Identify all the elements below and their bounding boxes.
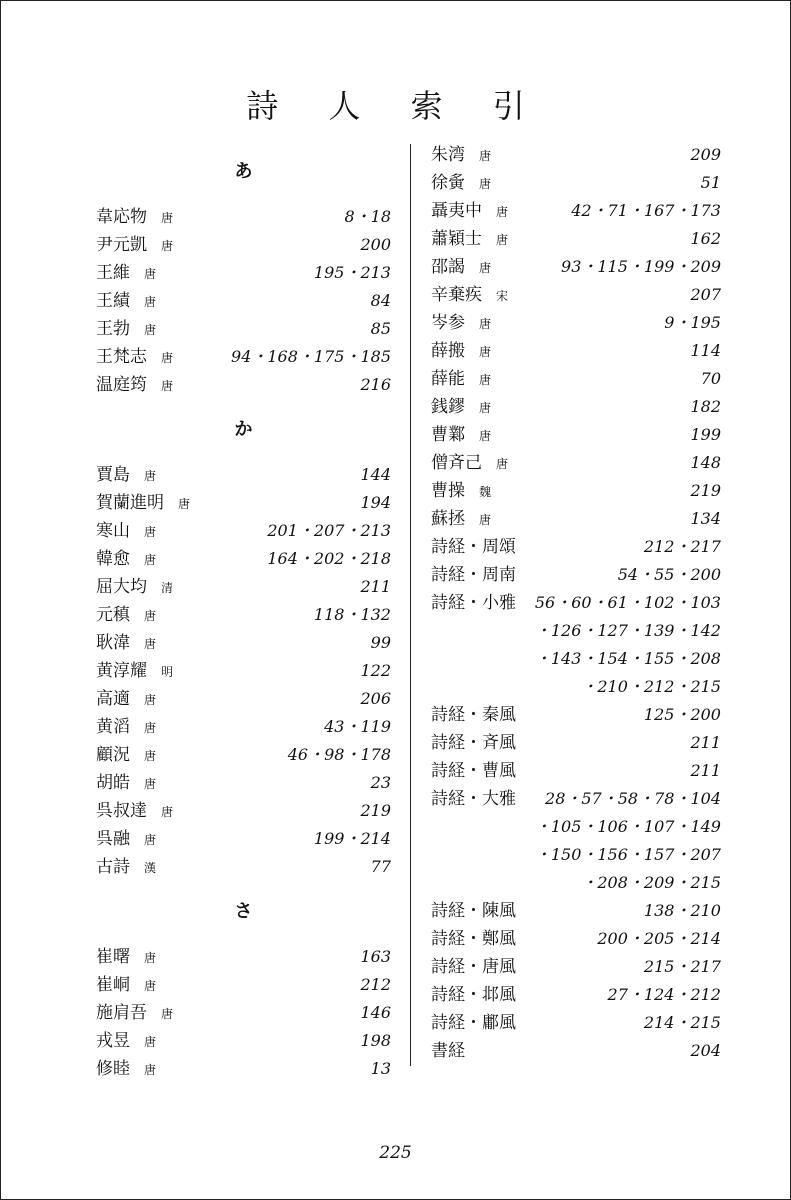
poet-name: 崔曙 xyxy=(96,947,130,967)
poet-name: 岑参 xyxy=(431,313,465,333)
index-entry xyxy=(96,287,391,315)
page-references: 46・98・178 xyxy=(287,745,391,764)
index-entry xyxy=(431,169,721,197)
poet-name: 胡皓 xyxy=(96,773,130,793)
poet-name: 耿湋 xyxy=(96,633,130,653)
dynasty-label: 唐 xyxy=(144,833,157,847)
page-references: ・210・212・215 xyxy=(581,677,721,696)
page-references: 28・57・58・78・104 xyxy=(545,789,721,808)
index-entry xyxy=(431,449,721,477)
page-references: 77 xyxy=(370,857,391,876)
poet-name: 詩経・陳風 xyxy=(431,901,516,921)
dynasty-label: 唐 xyxy=(479,513,492,527)
page-references: 122 xyxy=(360,661,391,680)
index-entry xyxy=(96,797,391,825)
page-references: 114 xyxy=(690,341,721,360)
page-references: 146 xyxy=(360,1003,391,1022)
index-entry xyxy=(96,853,391,881)
index-entry xyxy=(96,1027,391,1055)
index-entry xyxy=(96,629,391,657)
index-entry xyxy=(431,505,721,533)
index-entry xyxy=(96,685,391,713)
index-entry xyxy=(431,533,721,561)
poet-name: 賀蘭進明 xyxy=(96,493,164,513)
column-divider xyxy=(410,144,411,1066)
dynasty-label: 唐 xyxy=(161,805,174,819)
page-references: ・143・154・155・208 xyxy=(534,649,721,668)
poet-name: 尹元凱 xyxy=(96,235,147,255)
poet-name: 曹操 xyxy=(431,481,465,501)
page-references: 23 xyxy=(370,773,391,792)
dynasty-label: 唐 xyxy=(144,323,157,337)
poet-name: 王梵志 xyxy=(96,347,147,367)
poet-name: 賈島 xyxy=(96,465,130,485)
index-entry xyxy=(96,769,391,797)
page-references: 211 xyxy=(360,577,391,596)
poet-name: 王勃 xyxy=(96,319,130,339)
page-references: 43・119 xyxy=(324,717,391,736)
page-references: ・208・209・215 xyxy=(581,873,721,892)
page-references: 138・210 xyxy=(643,901,721,920)
page-references: 215・217 xyxy=(643,957,721,976)
dynasty-label: 宋 xyxy=(496,289,509,303)
poet-name: 蕭穎士 xyxy=(431,229,482,249)
poet-name: 詩経・鄘風 xyxy=(431,1013,516,1033)
page-references: 164・202・218 xyxy=(267,549,391,568)
page-references: 148 xyxy=(690,453,721,472)
dynasty-label: 唐 xyxy=(496,457,509,471)
poet-name: 黄淳耀 xyxy=(96,661,147,681)
dynasty-label: 唐 xyxy=(479,401,492,415)
page-references: 201・207・213 xyxy=(267,521,391,540)
dynasty-label: 唐 xyxy=(161,379,174,393)
index-entry xyxy=(431,1037,721,1065)
dynasty-label: 清 xyxy=(161,581,174,595)
poet-name: 詩経・邶風 xyxy=(431,985,516,1005)
index-entry-continuation xyxy=(431,813,721,841)
poet-name: 顧況 xyxy=(96,745,130,765)
index-entry xyxy=(96,203,391,231)
poet-name: 蘇拯 xyxy=(431,509,465,529)
index-entry xyxy=(431,477,721,505)
left-column xyxy=(96,141,391,1083)
index-entry xyxy=(431,925,721,953)
index-entry xyxy=(431,561,721,589)
page-references: 211 xyxy=(690,733,721,752)
poet-name: 韓愈 xyxy=(96,549,130,569)
dynasty-label: 唐 xyxy=(144,469,157,483)
dynasty-label: 唐 xyxy=(144,951,157,965)
poet-name: 寒山 xyxy=(96,521,130,541)
dynasty-label: 唐 xyxy=(144,553,157,567)
page-references: ・105・106・107・149 xyxy=(534,817,721,836)
poet-name: 高適 xyxy=(96,689,130,709)
poet-name: 温庭筠 xyxy=(96,375,147,395)
page-references: 199 xyxy=(690,425,721,444)
dynasty-label: 唐 xyxy=(144,295,157,309)
page-references: 70 xyxy=(700,369,721,388)
page-references: 118・132 xyxy=(313,605,391,624)
page-references: 54・55・200 xyxy=(617,565,721,584)
section-heading: さ xyxy=(234,901,253,922)
page-references: 194 xyxy=(360,493,391,512)
poet-name: 徐夤 xyxy=(431,173,465,193)
dynasty-label: 唐 xyxy=(496,205,509,219)
dynasty-label: 唐 xyxy=(144,609,157,623)
page-references: 204 xyxy=(690,1041,721,1060)
index-entry xyxy=(431,897,721,925)
dynasty-label: 唐 xyxy=(144,525,157,539)
index-entry xyxy=(96,343,391,371)
index-entry xyxy=(431,309,721,337)
poet-name: 施肩吾 xyxy=(96,1003,147,1023)
dynasty-label: 唐 xyxy=(144,693,157,707)
index-entry xyxy=(96,259,391,287)
poet-name: 詩経・秦風 xyxy=(431,705,516,725)
page-references: 198 xyxy=(360,1031,391,1050)
index-entry-continuation xyxy=(431,869,721,897)
section-heading: か xyxy=(234,419,253,440)
page-number: 225 xyxy=(379,1143,412,1163)
poet-name: 薛能 xyxy=(431,369,465,389)
index-entry xyxy=(96,545,391,573)
index-entry xyxy=(96,713,391,741)
index-entry xyxy=(96,825,391,853)
page-references: 93・115・199・209 xyxy=(561,257,721,276)
index-entry xyxy=(431,981,721,1009)
index-entry xyxy=(96,999,391,1027)
page-references: 212・217 xyxy=(643,537,721,556)
dynasty-label: 唐 xyxy=(144,637,157,651)
page-references: 8・18 xyxy=(344,207,391,226)
poet-name: 書経 xyxy=(431,1041,465,1061)
dynasty-label: 唐 xyxy=(479,429,492,443)
poet-name: 詩経・鄭風 xyxy=(431,929,516,949)
page-references: 85 xyxy=(370,319,391,338)
poet-name: 戎昱 xyxy=(96,1031,130,1051)
dynasty-label: 漢 xyxy=(144,861,157,875)
index-entry xyxy=(96,971,391,999)
poet-name: 呉融 xyxy=(96,829,130,849)
page-references: ・150・156・157・207 xyxy=(534,845,721,864)
poet-name: 王績 xyxy=(96,291,130,311)
dynasty-label: 唐 xyxy=(178,497,191,511)
poet-name: 邵謁 xyxy=(431,257,465,277)
poet-name: 薛搬 xyxy=(431,341,465,361)
page-references: 9・195 xyxy=(664,313,721,332)
index-entry xyxy=(431,757,721,785)
page-references: 42・71・167・173 xyxy=(571,201,721,220)
page-references: 144 xyxy=(360,465,391,484)
page-references: 209 xyxy=(690,145,721,164)
page-references: 134 xyxy=(690,509,721,528)
dynasty-label: 唐 xyxy=(479,317,492,331)
page-references: 195・213 xyxy=(313,263,391,282)
index-entry xyxy=(96,943,391,971)
page-references: 216 xyxy=(360,375,391,394)
page-references: 211 xyxy=(690,761,721,780)
poet-name: 詩経・周頌 xyxy=(431,537,516,557)
poet-name: 王維 xyxy=(96,263,130,283)
index-entry-continuation xyxy=(431,673,721,701)
page-references: 207 xyxy=(690,285,721,304)
page-references: 94・168・175・185 xyxy=(231,347,391,366)
page-references: 199・214 xyxy=(313,829,391,848)
dynasty-label: 唐 xyxy=(479,177,492,191)
poet-name: 聶夷中 xyxy=(431,201,482,221)
dynasty-label: 唐 xyxy=(144,267,157,281)
index-entry xyxy=(431,421,721,449)
index-entry xyxy=(431,785,721,813)
index-entry xyxy=(96,489,391,517)
page-references: 56・60・61・102・103 xyxy=(534,593,721,612)
page-references: ・126・127・139・142 xyxy=(534,621,721,640)
index-entry xyxy=(431,225,721,253)
poet-name: 呉叔達 xyxy=(96,801,147,821)
page-references: 219 xyxy=(360,801,391,820)
poet-name: 詩経・大雅 xyxy=(431,789,516,809)
dynasty-label: 唐 xyxy=(144,979,157,993)
dynasty-label: 唐 xyxy=(144,721,157,735)
dynasty-label: 唐 xyxy=(161,1007,174,1021)
poet-name: 朱湾 xyxy=(431,145,465,165)
section-heading: あ xyxy=(234,161,253,182)
page-references: 214・215 xyxy=(643,1013,721,1032)
index-entry xyxy=(96,461,391,489)
page-references: 27・124・212 xyxy=(607,985,721,1004)
dynasty-label: 唐 xyxy=(479,373,492,387)
index-entry xyxy=(96,573,391,601)
dynasty-label: 唐 xyxy=(161,351,174,365)
dynasty-label: 魏 xyxy=(479,485,492,499)
index-entry xyxy=(96,1055,391,1083)
index-entry xyxy=(96,315,391,343)
dynasty-label: 唐 xyxy=(144,777,157,791)
dynasty-label: 唐 xyxy=(161,211,174,225)
poet-name: 詩経・小雅 xyxy=(431,593,516,613)
dynasty-label: 唐 xyxy=(479,261,492,275)
dynasty-label: 唐 xyxy=(479,149,492,163)
poet-name: 詩経・曹風 xyxy=(431,761,516,781)
dynasty-label: 唐 xyxy=(161,239,174,253)
page-references: 51 xyxy=(700,173,721,192)
poet-name: 韋応物 xyxy=(96,207,147,227)
poet-name: 屈大均 xyxy=(96,577,147,597)
dynasty-label: 唐 xyxy=(144,1063,157,1077)
poet-name: 辛棄疾 xyxy=(431,285,482,305)
poet-name: 崔峒 xyxy=(96,975,130,995)
index-entry xyxy=(96,741,391,769)
poet-name: 詩経・唐風 xyxy=(431,957,516,977)
page-references: 219 xyxy=(690,481,721,500)
poet-name: 曹鄴 xyxy=(431,425,465,445)
index-entry-continuation xyxy=(431,617,721,645)
page-references: 200・205・214 xyxy=(597,929,721,948)
poet-name: 古詩 xyxy=(96,857,130,877)
dynasty-label: 唐 xyxy=(479,345,492,359)
index-entry-continuation xyxy=(431,841,721,869)
right-column xyxy=(431,141,721,1065)
page-references: 163 xyxy=(360,947,391,966)
page-references: 125・200 xyxy=(643,705,721,724)
index-entry-continuation xyxy=(431,645,721,673)
poet-name: 元稹 xyxy=(96,605,130,625)
index-entry xyxy=(96,517,391,545)
page-title: 詩 人 索 引 xyxy=(246,87,545,125)
page-references: 162 xyxy=(690,229,721,248)
index-entry xyxy=(96,231,391,259)
page-references: 182 xyxy=(690,397,721,416)
index-entry xyxy=(431,141,721,169)
poet-name: 黄滔 xyxy=(96,717,130,737)
poet-name: 修睦 xyxy=(96,1059,130,1079)
index-entry xyxy=(431,701,721,729)
index-entry xyxy=(431,953,721,981)
page-references: 13 xyxy=(370,1059,391,1078)
index-entry xyxy=(96,601,391,629)
index-entry xyxy=(96,657,391,685)
index-entry xyxy=(431,1009,721,1037)
dynasty-label: 唐 xyxy=(144,1035,157,1049)
index-entry xyxy=(96,371,391,399)
index-entry xyxy=(431,281,721,309)
poet-name: 詩経・斉風 xyxy=(431,733,516,753)
index-entry xyxy=(431,197,721,225)
poet-name: 銭鏐 xyxy=(431,397,465,417)
page-references: 84 xyxy=(370,291,391,310)
index-entry xyxy=(431,589,721,617)
index-entry xyxy=(431,729,721,757)
page-references: 212 xyxy=(360,975,391,994)
index-entry xyxy=(431,393,721,421)
index-entry xyxy=(431,253,721,281)
dynasty-label: 唐 xyxy=(144,749,157,763)
index-entry xyxy=(431,337,721,365)
page-references: 99 xyxy=(370,633,391,652)
page-references: 200 xyxy=(360,235,391,254)
dynasty-label: 明 xyxy=(161,665,174,679)
index-entry xyxy=(431,365,721,393)
dynasty-label: 唐 xyxy=(496,233,509,247)
poet-name: 僧斉己 xyxy=(431,453,482,473)
page-references: 206 xyxy=(360,689,391,708)
poet-name: 詩経・周南 xyxy=(431,565,516,585)
